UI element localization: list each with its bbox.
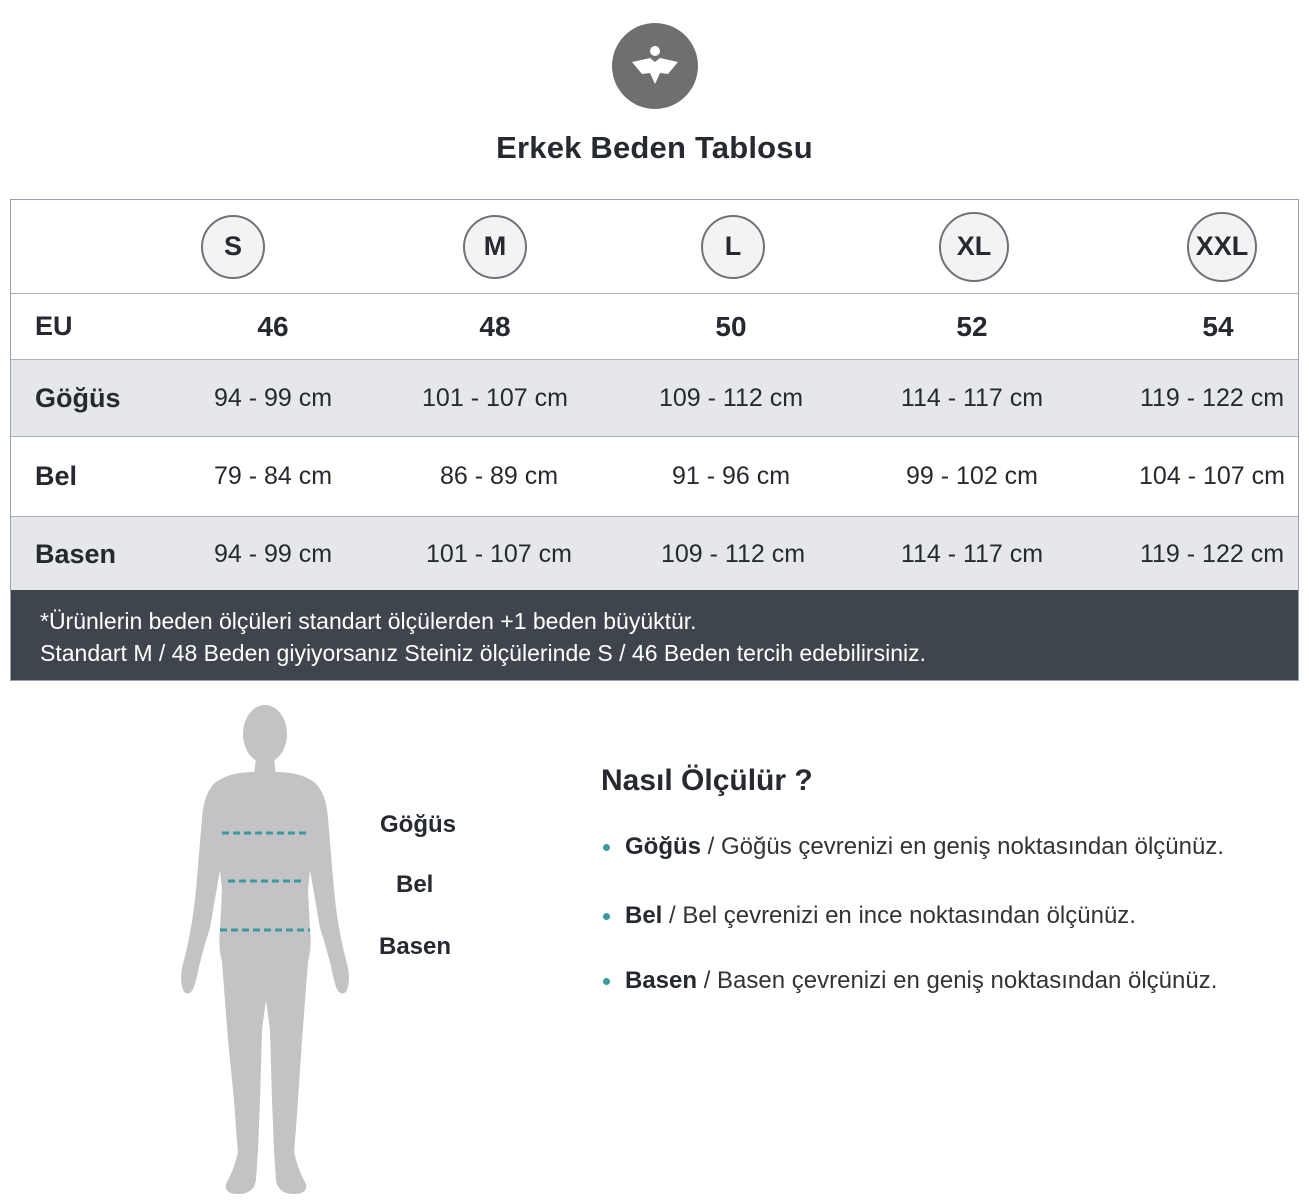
chest-value: 109 - 112 cm xyxy=(658,383,804,412)
brand-logo xyxy=(612,23,698,109)
hip-value: 94 - 99 cm xyxy=(213,540,333,568)
hip-row xyxy=(11,516,1298,592)
hip-value: 119 - 122 cm xyxy=(1139,540,1285,568)
size-note xyxy=(11,590,1298,680)
eu-value: 50 xyxy=(715,310,747,342)
bullet-icon xyxy=(603,978,610,985)
instruction-term: Göğüs xyxy=(625,833,701,860)
brand-mark-icon xyxy=(630,44,680,88)
figure-label-chest: Göğüs xyxy=(380,811,456,838)
eu-value: 48 xyxy=(479,310,511,342)
instruction-text: / Göğüs çevrenizi en geniş noktasından ölçünüz. xyxy=(701,833,1224,860)
waist-value: 79 - 84 cm xyxy=(213,462,333,490)
size-xxl-badge: XXL xyxy=(1187,212,1257,282)
waist-row xyxy=(11,436,1298,516)
row-label-waist: Bel xyxy=(35,461,78,491)
bullet-icon xyxy=(603,913,610,920)
chest-value: 114 - 117 cm xyxy=(900,383,1044,412)
row-label-hip: Basen xyxy=(35,539,117,569)
size-s-badge: S xyxy=(201,215,265,279)
size-l-badge: L xyxy=(701,215,765,279)
instruction-item xyxy=(603,902,1136,930)
bullet-icon xyxy=(603,844,610,851)
instruction-term: Basen xyxy=(625,967,698,994)
size-note-line-2: Standart M / 48 Beden giyiyorsanız Steiniz ölçülerinde S / 46 Beden tercih edebilirsiniz. xyxy=(40,640,926,666)
instruction-item xyxy=(603,833,1224,861)
size-header-row xyxy=(11,200,1298,293)
chest-value: 119 - 122 cm xyxy=(1139,383,1285,412)
waist-value: 104 - 107 cm xyxy=(1139,462,1285,490)
instruction-text: / Basen çevrenizi en geniş noktasından ölçünüz. xyxy=(697,967,1218,994)
waist-value: 86 - 89 cm xyxy=(439,462,559,490)
row-label-eu: EU xyxy=(35,311,73,341)
size-m-badge: M xyxy=(463,215,527,279)
eu-value: 54 xyxy=(1202,310,1234,342)
how-to-measure-title: Nasıl Ölçülür ? xyxy=(601,764,813,797)
chest-value: 94 - 99 cm xyxy=(213,383,333,412)
row-label-chest: Göğüs xyxy=(35,382,121,413)
page-title: Erkek Beden Tablosu xyxy=(496,130,813,165)
eu-value: 52 xyxy=(956,310,988,342)
size-note-line-1: *Ürünlerin beden ölçüleri standart ölçülerden +1 beden büyüktür. xyxy=(40,608,697,634)
figure-label-waist: Bel xyxy=(396,871,434,898)
figure-label-hip: Basen xyxy=(379,933,452,960)
body-figure xyxy=(170,700,370,1200)
chest-row xyxy=(11,359,1298,436)
size-xl-badge: XL xyxy=(939,212,1009,282)
instruction-term: Bel xyxy=(625,902,663,929)
instruction-item xyxy=(603,967,1217,995)
eu-value: 46 xyxy=(257,310,289,342)
hip-value: 101 - 107 cm xyxy=(426,540,572,568)
instruction-text: / Bel çevrenizi en ince noktasından ölçünüz. xyxy=(662,902,1136,929)
waist-value: 99 - 102 cm xyxy=(905,462,1038,490)
hip-value: 114 - 117 cm xyxy=(900,540,1044,568)
size-table xyxy=(10,199,1299,681)
waist-value: 91 - 96 cm xyxy=(671,462,791,490)
hip-value: 109 - 112 cm xyxy=(660,540,806,568)
chest-value: 101 - 107 cm xyxy=(422,383,568,412)
eu-row xyxy=(11,293,1298,359)
